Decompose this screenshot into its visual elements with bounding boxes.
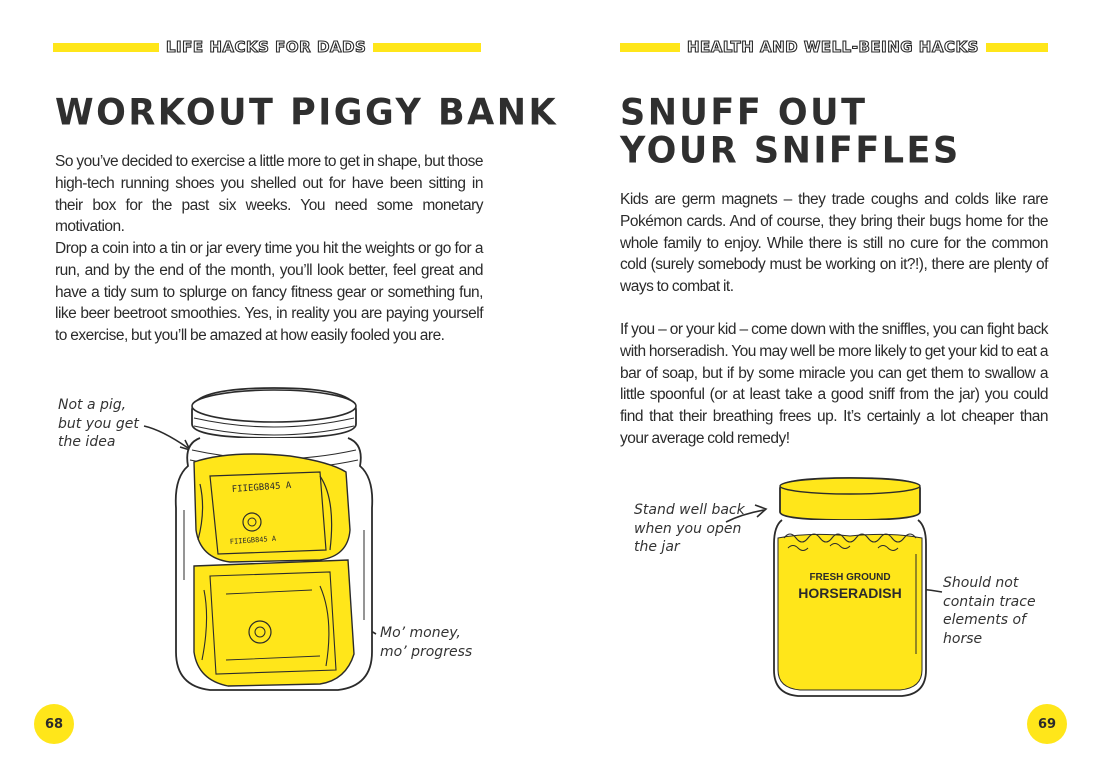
header-bar bbox=[373, 43, 481, 52]
callout-lid-note: Stand well back when you open the jar bbox=[634, 502, 745, 555]
running-header-text: HEALTH AND WELL-BEING HACKS bbox=[687, 38, 979, 56]
header-bar bbox=[620, 43, 680, 52]
running-header-left bbox=[53, 36, 481, 58]
page-number-right: 69 bbox=[1027, 704, 1067, 744]
svg-text:FIIEGB845 A: FIIEGB845 A bbox=[229, 534, 277, 546]
body-paragraph-2: Drop a coin into a tin or jar every time you hit the weights or go for a run, and by the end of the month, you’ll look better, feel great and have a tidy sum to splurge on fancy fitness gear or something fun, like beer beetroot smoothies. Yes, in reality you are paying yourself to exercise, but you’ll be amazed at how easily fooled you are. bbox=[55, 240, 483, 345]
body-paragraph-1: Kids are germ magnets – they trade coughs and colds like rare Pokémon cards. And of course, they bring their bugs home for the whole family to enjoy. While there is still no cure for the common cold (surely somebody must be working on it?!), there are plenty of ways to combat it. bbox=[620, 191, 1048, 296]
body-paragraph-2: If you – or your kid – come down with the sniffles, you can fight back with horseradish. You may well be more likely to get your kid to eat a bar of soap, but if by some miracle you can get them to swallow a little spoonful (or at least take a good sniff from the jar) you could find that their breathing frees up. It’s certainly a lot cheaper than your average cold remedy! bbox=[620, 321, 1048, 447]
jar-label-line-2: HORSERADISH bbox=[798, 585, 902, 601]
callout-jar-note: Not a pig, but you get the idea bbox=[58, 397, 139, 450]
banknote-serial: FIIEGB845 A bbox=[231, 480, 292, 495]
callout-horse-note: Should not contain trace elements of horse bbox=[943, 575, 1036, 647]
page-title: WORKOUT PIGGY BANK bbox=[55, 92, 559, 134]
arrow-icon bbox=[722, 500, 772, 530]
header-bar bbox=[53, 43, 159, 52]
right-page bbox=[550, 0, 1100, 768]
page-title-line-1: SNUFF OUT bbox=[620, 92, 868, 134]
body-paragraph-1: So you’ve decided to exercise a little more to get in shape, but those high-tech running shoes you shelled out for have been sitting in their box for the past six weeks. You need some monetary motivation. bbox=[55, 153, 483, 236]
jar-label-line-1: FRESH GROUND bbox=[809, 572, 891, 583]
page-number-left: 68 bbox=[34, 704, 74, 744]
running-header-right bbox=[620, 36, 1048, 58]
running-header-text: LIFE HACKS FOR DADS bbox=[166, 38, 367, 56]
horseradish-jar-illustration bbox=[770, 474, 930, 704]
money-jar-illustration bbox=[170, 380, 380, 700]
header-bar bbox=[986, 43, 1048, 52]
page-title-line-2: YOUR SNIFFLES bbox=[620, 130, 961, 172]
callout-money-note: Mo’ money, mo’ progress bbox=[380, 625, 473, 660]
